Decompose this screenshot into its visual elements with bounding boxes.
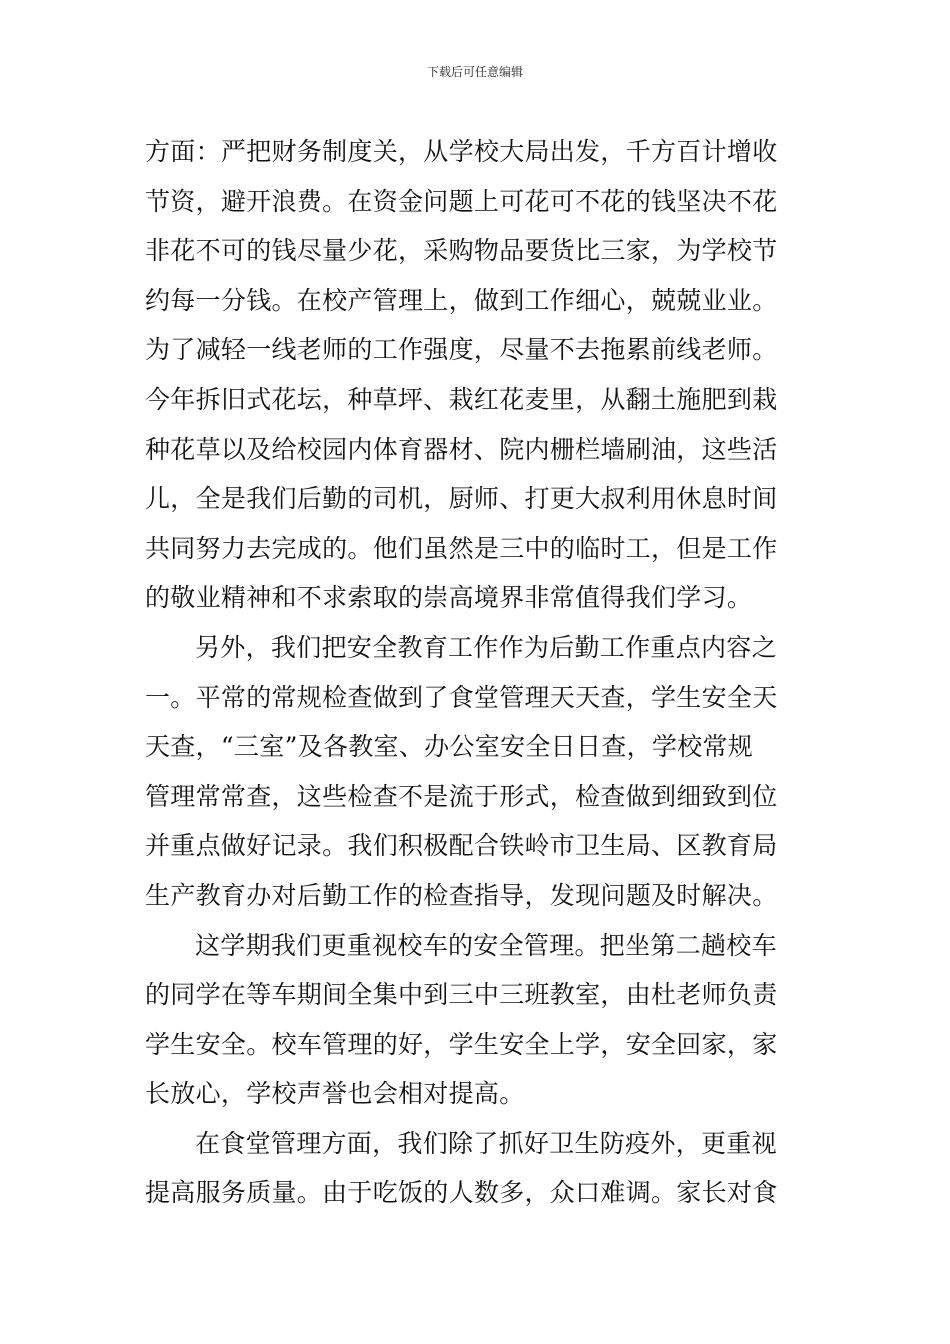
text-line: 并重点做好记录。我们积极配合铁岭市卫生局、区教育局 [145, 831, 778, 861]
paragraph-first-line: 这学期我们更重视校车的安全管理。把坐第二趟校车 [195, 930, 777, 960]
text-line: 的同学在等车期间全集中到三中三班教室，由杜老师负责 [145, 980, 778, 1010]
text-line: 学生安全。校车管理的好，学生安全上学，安全回家，家 [145, 1029, 778, 1059]
paragraph-first-line: 另外，我们把安全教育工作作为后勤工作重点内容之 [195, 632, 777, 662]
text-line: 的敬业精神和不求索取的崇高境界非常值得我们学习。 [145, 583, 753, 613]
document-body [145, 127, 810, 1218]
text-line: 方面：严把财务制度关，从学校大局出发，千方百计增收 [145, 137, 778, 166]
paragraph-first-line: 在食堂管理方面，我们除了抓好卫生防疫外，更重视 [195, 1128, 777, 1158]
text-line: 管理常常查，这些检查不是流于形式，检查做到细致到位 [145, 781, 778, 811]
text-line: 生产教育办对后勤工作的检查指导，发现问题及时解决。 [145, 880, 778, 910]
text-line: 节资，避开浪费。在资金问题上可花可不花的钱坚决不花 [145, 186, 778, 216]
text-line: 长放心，学校声誉也会相对提高。 [145, 1079, 525, 1109]
text-line: 提高服务质量。由于吃饭的人数多，众口难调。家长对食 [145, 1178, 778, 1208]
text-line: 共同努力去完成的。他们虽然是三中的临时工，但是工作 [145, 533, 778, 563]
text-line: 儿，全是我们后勤的司机，厨师、打更大叔利用休息时间 [145, 484, 778, 514]
text-line: 天查，“三室”及各教室、办公室安全日日查，学校常规 [145, 732, 754, 762]
text-line: 今年拆旧式花坛，种草坪、栽红花麦里，从翻土施肥到栽 [145, 384, 778, 414]
page-header: 下载后可任意编辑 [426, 65, 523, 79]
text-line: 为了减轻一线老师的工作强度，尽量不去拖累前线老师。 [145, 335, 778, 365]
text-line: 种花草以及给校园内体育器材、院内栅栏墙刷油，这些活 [145, 434, 778, 464]
text-line: 约每一分钱。在校产管理上，做到工作细心，兢兢业业。 [145, 285, 778, 315]
text-line: 非花不可的钱尽量少花，采购物品要货比三家，为学校节 [145, 236, 778, 266]
text-line: 一。平常的常规检查做到了食堂管理天天查，学生安全天 [145, 682, 778, 712]
